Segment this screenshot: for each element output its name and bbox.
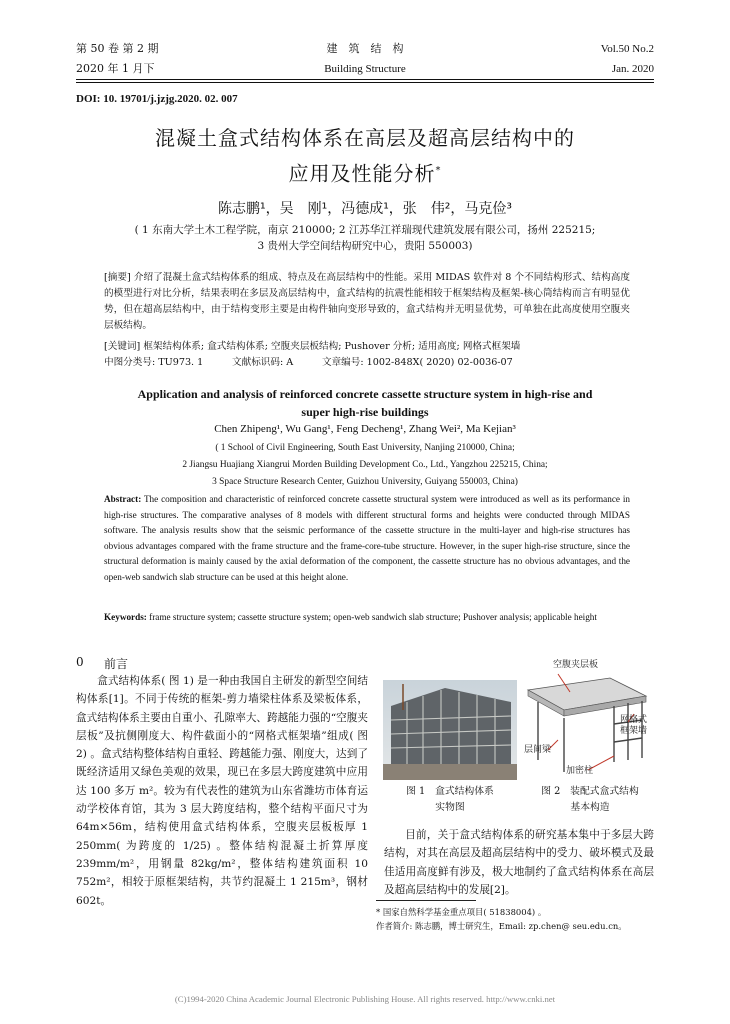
en-title-line1: Application and analysis of reinforced concrete cassette structure system in high-rise and: [137, 387, 593, 401]
figure1-caption-1: 图 1 盒式结构体系: [406, 786, 494, 797]
figure1-caption-2: 实物图: [435, 802, 465, 813]
abstract-cn-label: [摘要]: [104, 272, 131, 283]
figure1-ground: [383, 764, 517, 780]
footnote-author: 作者简介: 陈志鹏，博士研究生，Email: zp.chen@ seu.edu.cn。: [376, 921, 627, 931]
header-rule-thin: [76, 82, 654, 83]
title-mark: *: [435, 165, 442, 176]
body-paragraph-text: 盒式结构体系( 图 1) 是一种由我国自主研发的新型空间结构体系[1]。不同于传统的框架-剪力墙梁柱体系及梁板体系，盒式结构体系主要由自重小、孔隙率大、跨越能力强的“空腹夹层板”及抗侧刚度大、构件截面小的“网格式框架墙”组成( 图 2) 。盒式结构整体结构自重轻、跨越能力强、刚度大，达到了既经济适用又绿色美观的效果，现已在多层大跨度建筑中应用达 100 多万 m²。较为有代表性的建筑为山东省潍坊市体育运动学校体育馆，其为 3 层大跨度结构，整个结构平面尺寸为 64m×56m，结构使用盒式结构体系，空腹夹层板板厚 1 250mm( 为跨度的 1/25) 。整体结构混凝土折算厚度 239mm/m²，用钢量 82kg/m²，整体结构建筑面积 10 752m²，相较于原框架结构，共节约混凝土 1 215m³，钢材 602t。: [76, 675, 368, 907]
abstract-cn-text: 介绍了混凝土盒式结构体系的组成、特点及在高层结构中的性能。采用 MIDAS 软件对 8 个不同结构形式、结构高度的模型进行对比分析，结果表明在多层及高层结构中，盒式结构的抗震性能相较于框架结构及框架-核心筒结构而言有明显优势，但在超高层结构中，由于结构变形主要是由构件轴向变形导致的，盒式结构并无明显优势，可单独在此高度使用空腹夹层板结构。: [104, 272, 630, 331]
en-keywords: [104, 610, 630, 626]
section-title: 前言: [104, 657, 129, 671]
figure2-caption-1: 图 2 装配式盒式结构: [541, 786, 639, 797]
en-authors: Chen Zhipeng¹, Wu Gang¹, Feng Decheng¹, Zhang Wei², Ma Kejian³: [214, 423, 516, 435]
keywords-cn: [104, 339, 630, 355]
title-line1: 混凝土盒式结构体系在高层及超高层结构中的: [155, 126, 575, 150]
keywords-cn-label: [关键词]: [104, 341, 141, 352]
header-date-en: Jan. 2020: [611, 63, 654, 75]
page-footer: (C)1994-2020 China Academic Journal Electronic Publishing House. All rights reserved. http://www.cnki.net: [174, 994, 556, 1004]
title-line2-text: 应用及性能分析: [288, 161, 436, 186]
figure1-photo: [383, 680, 517, 780]
affiliation-line2: 3 贵州大学空间结构研究中心，贵阳 550003): [257, 240, 473, 252]
en-affiliation-2: 2 Jiangsu Huajiang Xiangrui Morden Building Development Co., Ltd., Yangzhou 225215, China;: [182, 460, 548, 470]
figure2-label-rib: 加密柱: [566, 766, 594, 776]
authors: 陈志鹏¹，吴 刚¹，冯德成¹，张 伟²，马克俭³: [217, 201, 513, 217]
header-date-cn: 2020 年 1 月下: [76, 62, 155, 75]
header-rule: [76, 79, 654, 80]
body-paragraph: [76, 672, 368, 910]
classification-cn: 中图分类号: TU973. 1 文献标识码: A 文章编号: 1002-848X( 2020) 02-0036-07: [104, 357, 513, 368]
section-number: 0: [76, 655, 84, 669]
header-journal-cn: 建 筑 结 构: [326, 42, 404, 55]
en-keywords-text: frame structure system; cassette structure system; open-web sandwich slab structure; Pushover analysis; applicable height: [149, 612, 597, 622]
en-title-line2: super high-rise buildings: [301, 405, 429, 419]
right-paragraph-text: 目前，关于盒式结构体系的研究基本集中于多层大跨结构，对其在高层及超高层结构中的受力、破坏模式及最佳适用高度鲜有涉及，极大地制约了盒式结构体系在高层及超高层结构中的发展[2]。: [384, 829, 654, 896]
doi: DOI: 10. 19701/j.jzjg.2020. 02. 007: [76, 93, 238, 105]
right-paragraph: [384, 826, 654, 899]
footnote-fund: * 国家自然科学基金重点项目( 51838004) 。: [376, 907, 547, 917]
figure2-caption-2: 基本构造: [570, 802, 610, 813]
en-keywords-label: Keywords:: [104, 612, 147, 622]
en-affiliation-3: 3 Space Structure Research Center, Guizhou University, Guiyang 550003, China): [212, 477, 518, 487]
header-volume-cn: 第 50 卷 第 2 期: [76, 42, 159, 55]
keywords-cn-text: 框架结构体系; 盒式结构体系; 空腹夹层板结构; Pushover 分析; 适用高度; 网格式框架墙: [143, 341, 521, 352]
figure2-label-column: 层间梁: [524, 745, 552, 755]
affiliation-line1: ( 1 东南大学土木工程学院，南京 210000; 2 江苏华江祥瑞现代建筑发展有限公司，扬州 225215;: [134, 224, 596, 236]
footnote-rule: [376, 900, 476, 901]
abstract-cn: [104, 270, 630, 334]
en-affiliation-1: ( 1 School of Civil Engineering, South East University, Nanjing 210000, China;: [215, 443, 515, 453]
figure2-label-wall-1: 网格式: [620, 715, 648, 725]
header-journal-en: Building Structure: [324, 63, 406, 75]
title-line2: [0, 157, 730, 188]
en-abstract-label: Abstract:: [104, 494, 142, 504]
figure2-label-slab: 空腹夹层板: [553, 660, 599, 670]
en-abstract-text: The composition and characteristic of reinforced concrete cassette structural system were introduced as well as its performance in high-rise structures. The comparative analyses of 8 models with different structural forms and heights were conducted through MIDAS software. The analysis results show that the seismic performance of the cassette structure in the multi-layer and high-rise structures has obvious advantages compared with the frame structure and the frame-core-tube structure. However, in the super high-rise structure, since the structural deformation is mainly caused by the axial deformation of the component, the cassette structure has no obvious advantages, and the open-web sandwich slab structure can be used at this height alone.: [104, 494, 630, 582]
header-volume-en: Vol.50 No.2: [600, 43, 654, 55]
en-abstract: [104, 492, 630, 586]
figure2-label-wall-2: 框架墙: [620, 726, 648, 736]
